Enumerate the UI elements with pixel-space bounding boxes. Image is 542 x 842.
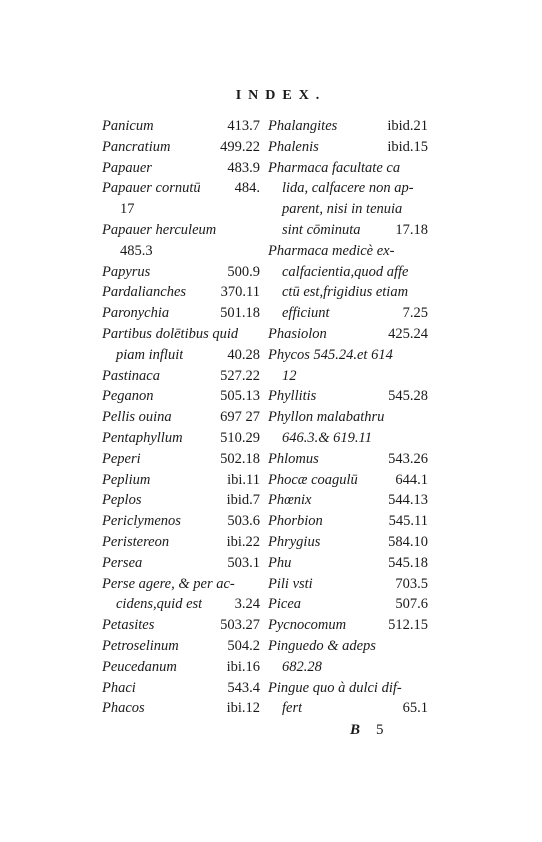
index-term: Periclymenos <box>102 513 181 530</box>
index-entry <box>102 615 260 636</box>
index-term: cidens,quid est <box>116 596 203 613</box>
index-entry <box>102 324 260 345</box>
index-page-ref: 527.22 <box>220 367 260 384</box>
index-entry <box>102 511 260 532</box>
index-entry <box>268 407 428 428</box>
index-page-ref: 697 27 <box>220 409 260 426</box>
index-page-ref: 413.7 <box>227 118 260 134</box>
index-term: Phyllitis <box>268 388 317 405</box>
index-page-ref: 644.1 <box>395 471 428 488</box>
index-page-ref: 545.18 <box>388 554 428 571</box>
index-term: 12 <box>282 367 297 384</box>
index-page-ref: 17 <box>120 201 135 218</box>
index-page-ref: 40.28 <box>227 346 260 363</box>
index-entry <box>102 594 260 615</box>
index-term: Peplium <box>102 471 151 488</box>
index-page-ref: 7.25 <box>402 305 428 322</box>
index-term: Pellis ouina <box>102 409 172 426</box>
index-entry <box>268 615 428 636</box>
index-term: Pardalianches <box>102 284 187 301</box>
index-term: Peplos <box>102 492 142 509</box>
index-entry <box>102 137 260 158</box>
index-entry <box>268 574 428 595</box>
index-entry <box>102 386 260 407</box>
index-term: Papauer herculeum <box>102 221 217 238</box>
index-page-ref: 499.22 <box>220 138 260 155</box>
index-entry <box>268 553 428 574</box>
index-term: Pancratium <box>102 138 171 155</box>
index-page-ref: ibid.7 <box>226 492 260 509</box>
index-page-ref: ibi.16 <box>226 658 260 675</box>
index-entry <box>268 116 428 137</box>
index-entry <box>268 303 428 324</box>
index-page-ref: ibi.22 <box>226 533 260 550</box>
signature-mark <box>350 722 384 739</box>
index-entry <box>268 262 428 283</box>
index-page-ref: 505.13 <box>220 388 260 405</box>
index-term: Phocæ coagulū <box>268 471 358 488</box>
index-term: Peucedanum <box>102 658 177 675</box>
index-entry <box>102 636 260 657</box>
index-term: Papauer <box>102 159 152 176</box>
index-term: parent, nisi in tenuia <box>282 201 403 218</box>
index-page-ref: 501.18 <box>220 305 260 322</box>
index-term: Phacos <box>102 700 145 717</box>
index-page-ref: 543.4 <box>227 679 260 696</box>
index-entry <box>268 366 428 387</box>
index-entry <box>268 698 428 719</box>
index-entry <box>102 220 260 241</box>
index-entry <box>102 116 260 137</box>
index-entry <box>102 241 260 262</box>
index-entry <box>102 407 260 428</box>
index-page-ref: 504.2 <box>227 637 260 654</box>
index-page-ref: 65.1 <box>402 700 428 717</box>
index-entry <box>268 511 428 532</box>
index-page-ref: ibid.21 <box>387 118 428 134</box>
index-term: Phaci <box>102 679 136 696</box>
index-entry <box>268 158 428 179</box>
index-entry <box>102 532 260 553</box>
index-term: Phasiolon <box>268 325 327 342</box>
index-term: Petroselinum <box>102 637 179 654</box>
index-page-ref: 503.6 <box>227 513 260 530</box>
index-term: Phrygius <box>268 533 321 550</box>
index-term: Persea <box>102 554 143 571</box>
index-term: calfacientia,quod affe <box>282 263 409 280</box>
index-entry <box>268 220 428 241</box>
index-entry <box>102 303 260 324</box>
index-term: fert <box>282 700 303 717</box>
index-term: Papauer cornutū <box>102 180 201 197</box>
index-term: 646.3.& 619.11 <box>282 429 372 446</box>
index-entry <box>268 178 428 199</box>
index-page-ref: 543.26 <box>388 450 428 467</box>
index-term: Pycnocomum <box>268 617 347 634</box>
index-page-ref: 512.15 <box>388 617 428 634</box>
index-term: piam influit <box>116 346 184 363</box>
index-term: Picea <box>268 596 302 613</box>
index-term: Pingue quo à dulci dif- <box>268 679 402 696</box>
index-page-ref: 483.9 <box>227 159 260 176</box>
index-term: lida, calfacere non ap- <box>282 180 414 197</box>
index-page-ref: 545.11 <box>388 513 428 530</box>
index-entry <box>102 574 260 595</box>
index-column-right <box>268 116 428 719</box>
index-page-ref: ibi.11 <box>227 471 260 488</box>
index-page-ref: 3.24 <box>234 596 260 613</box>
index-entry <box>268 657 428 678</box>
index-page-ref: 545.28 <box>388 388 428 405</box>
index-entry <box>102 199 260 220</box>
index-column-left <box>102 116 260 719</box>
index-term: Phyllon malabathru <box>268 409 385 426</box>
index-term: Pili vsti <box>268 575 313 592</box>
index-term: Phu <box>268 554 292 571</box>
index-term: 682.28 <box>282 658 322 675</box>
index-term: ctū est,frigidius etiam <box>282 284 409 301</box>
page-header: INDEX. <box>235 88 327 103</box>
index-term: Pastinaca <box>102 367 160 384</box>
index-entry <box>102 366 260 387</box>
index-page-ref: 703.5 <box>395 575 428 592</box>
index-entry <box>102 158 260 179</box>
index-entry <box>102 470 260 491</box>
index-page-ref: 584.10 <box>388 533 428 550</box>
index-entry <box>268 678 428 699</box>
index-term: Peganon <box>102 388 154 405</box>
index-entry <box>268 282 428 303</box>
index-entry <box>102 282 260 303</box>
index-term: Phlomus <box>268 450 319 467</box>
index-page-ref: 500.9 <box>227 263 260 280</box>
index-entry <box>102 449 260 470</box>
index-term: Paronychia <box>102 305 170 322</box>
index-entry <box>268 449 428 470</box>
index-entry <box>268 137 428 158</box>
index-entry <box>102 428 260 449</box>
index-term: Phalangites <box>268 118 338 134</box>
index-term: sint cōminuta <box>282 221 361 238</box>
index-term: Papyrus <box>102 263 151 280</box>
index-page-ref: 502.18 <box>220 450 260 467</box>
index-term: Petasites <box>102 617 155 634</box>
index-term: Peristereon <box>102 533 170 550</box>
index-page-ref: 544.13 <box>388 492 428 509</box>
index-entry <box>268 241 428 262</box>
index-page-ref: 425.24 <box>388 325 428 342</box>
index-entry <box>268 199 428 220</box>
index-term: Pinguedo & adeps <box>268 637 376 654</box>
index-page-ref: ibi.12 <box>226 700 260 717</box>
index-entry <box>102 490 260 511</box>
index-entry <box>102 657 260 678</box>
index-term: Peperi <box>102 450 141 467</box>
signature-letter: B <box>350 722 361 738</box>
index-term: Phalenis <box>268 138 319 155</box>
index-page-ref: 484. <box>234 180 260 197</box>
index-entry <box>268 428 428 449</box>
index-term: Pharmaca medicè ex- <box>268 242 395 259</box>
index-entry <box>268 470 428 491</box>
index-page-ref: 510.29 <box>220 429 260 446</box>
index-entry <box>268 636 428 657</box>
index-page-ref: 17.18 <box>395 221 428 238</box>
index-term: Panicum <box>102 118 154 134</box>
index-entry <box>102 178 260 199</box>
index-term: Pharmaca facultate ca <box>268 159 401 176</box>
index-term: Phycos 545.24.et 614 <box>268 346 393 363</box>
index-term: Pentaphyllum <box>102 429 183 446</box>
signature-number: 5 <box>376 722 384 738</box>
index-page-ref: 503.27 <box>220 617 260 634</box>
index-page-ref: 507.6 <box>395 596 428 613</box>
index-entry <box>268 345 428 366</box>
index-page-ref: 485.3 <box>120 242 153 259</box>
index-term: Phorbion <box>268 513 323 530</box>
index-page-ref: ibid.15 <box>387 138 428 155</box>
index-entry <box>268 594 428 615</box>
index-entry <box>102 678 260 699</box>
index-term: Phœnix <box>268 492 312 509</box>
index-page-ref: 503.1 <box>227 554 260 571</box>
index-term: efficiunt <box>282 305 330 322</box>
index-entry <box>268 490 428 511</box>
index-entry <box>268 324 428 345</box>
index-entry <box>102 698 260 719</box>
index-entry <box>268 532 428 553</box>
index-entry <box>102 262 260 283</box>
index-page-ref: 370.11 <box>220 284 260 301</box>
index-term: Partibus dolētibus quid <box>102 325 239 342</box>
index-entry <box>102 345 260 366</box>
index-entry <box>102 553 260 574</box>
index-term: Perse agere, & per ac- <box>102 575 235 592</box>
index-entry <box>268 386 428 407</box>
